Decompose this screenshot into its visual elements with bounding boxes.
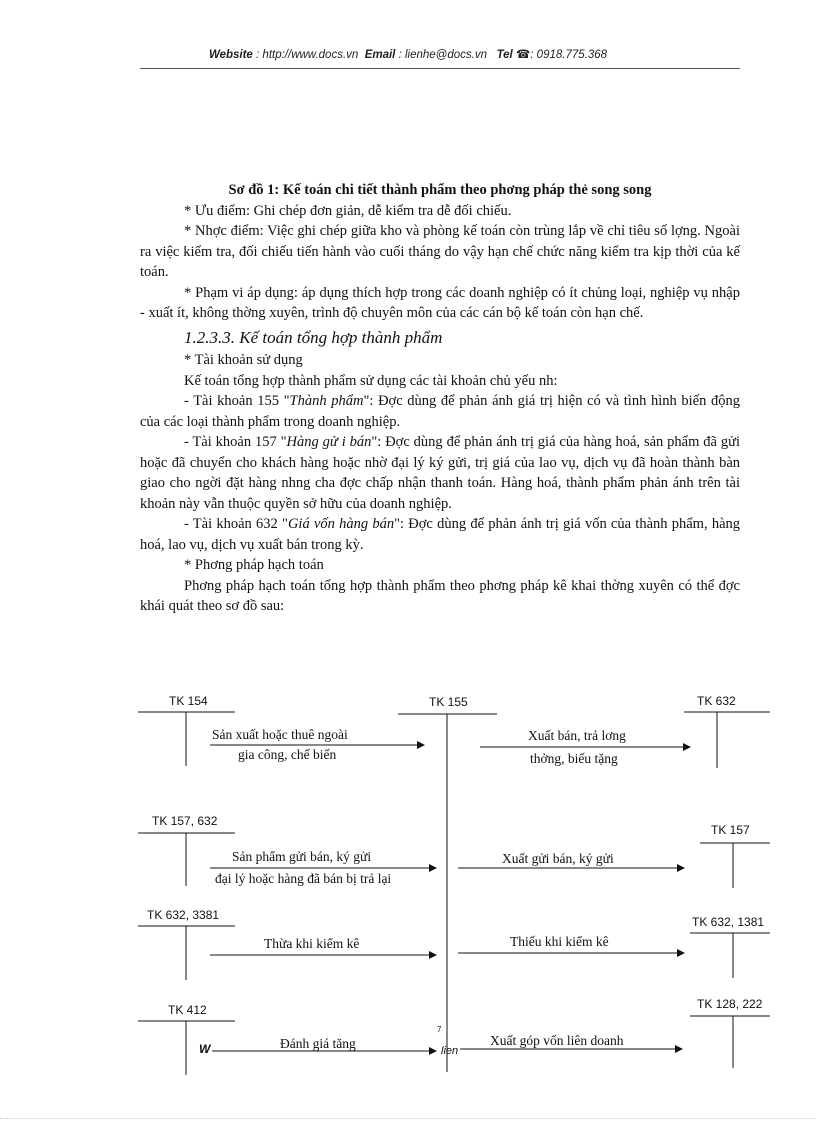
tel-value: : 0918.775.368: [530, 49, 608, 61]
flow-surplus: Thừa khi kiểm kê: [264, 936, 360, 951]
flow-revaluation: Đánh giá tăng: [280, 1036, 356, 1051]
website-value[interactable]: : http://www.docs.vn: [256, 49, 359, 61]
tk155-desc: ": Đợc dùng để phản ánh giá trị hiện có và tình hình biến động của các loại thành phẩm trong doanh nghiệp.: [140, 393, 740, 430]
label-tk155: TK 155: [429, 695, 468, 709]
flow-consign-line2: đại lý hoặc hàng đã bán bị trả lại: [215, 871, 392, 886]
paragraph-tk157: [140, 432, 740, 514]
tk155-prefix: - Tài khoản 155 ": [184, 393, 290, 409]
flow-consign-line1: Sản phẩm gửi bán, ký gửi: [232, 849, 372, 864]
paragraph-tk155: [140, 391, 740, 432]
document-body: [140, 180, 740, 617]
tk157-prefix: - Tài khoản 157 ": [184, 434, 287, 450]
label-tk632-3381: TK 632, 3381: [147, 908, 220, 922]
tk632-prefix: - Tài khoản 632 ": [184, 516, 288, 532]
footer-website-fragment: W: [199, 1042, 211, 1056]
page-header: [0, 47, 816, 61]
tk157-name: Hàng gử i bán: [286, 434, 372, 450]
header-rule: [140, 68, 740, 69]
paragraph-accounts-used: * Tài khoản sử dụng: [184, 352, 303, 368]
flow-production-line1: Sản xuất hoặc thuê ngoài: [212, 727, 348, 742]
label-tk157-632: TK 157, 632: [152, 814, 218, 828]
label-tk632: TK 632: [697, 694, 736, 708]
phone-icon: ☎: [515, 49, 531, 61]
flow-shortage: Thiếu khi kiểm kê: [510, 934, 609, 949]
flow-ship-consign: Xuất gửi bán, ký gửi: [502, 851, 614, 866]
section-heading: 1.2.3.3. Kế toán tổng hợp thành phẩm: [184, 327, 443, 347]
label-tk128-222: TK 128, 222: [697, 997, 763, 1011]
flow-sale-line1: Xuất bán, trả lơng: [528, 728, 626, 743]
label-tk632-1381: TK 632, 1381: [692, 915, 765, 929]
flow-sale-line2: thởng, biếu tặng: [530, 751, 618, 766]
paragraph-tk632: [140, 514, 740, 555]
label-tk154: TK 154: [169, 694, 208, 708]
tk632-desc: ": Đợc dùng để phản ánh trị giá vốn của thành phẩm, hàng hoá, lao vụ, dịch vụ xuất bán trong kỳ.: [140, 516, 741, 553]
paragraph-method: * Phơng pháp hạch toán: [184, 557, 324, 573]
email-value[interactable]: : lienhe@docs.vn: [398, 49, 487, 61]
footer-rule: [0, 1118, 816, 1119]
email-label: Email: [364, 49, 396, 61]
tk155-name: Thành phẩm: [289, 393, 364, 409]
label-tk412: TK 412: [168, 1003, 207, 1017]
footer-email-fragment: lien: [441, 1045, 459, 1057]
tk157-desc: ": Đợc dùng để phản ánh trị giá của hàng hoá, sản phẩm đã gửi hoặc đã chuyển cho khách hàng hoặc nhờ đại lý ký gửi, trị giá của lao vụ, dịch vụ đã hoàn thành bàn giao cho ngời đặt hàng nhng cha đợc chấp nhận thanh toán. Hàng hoá, thành phẩm phản ánh trên tài khoản này vẫn thuộc quyền sở hữu của doanh nghiệp.: [140, 434, 740, 512]
paragraph-scope: * Phạm vi áp dụng: áp dụng thích hợp trong các doanh nghiệp có ít chủng loại, nghiệp vụ nhập - xuất ít, không thờng xuyên, trình độ chuyên môn của các cán bộ kế toán còn hạn chế.: [140, 284, 740, 321]
flow-joint-venture: Xuất góp vốn liên doanh: [490, 1033, 624, 1048]
paragraph-advantage: * Ưu điểm: Ghi chép đơn giản, dễ kiểm tra dễ đối chiếu.: [184, 202, 512, 219]
label-tk157: TK 157: [711, 823, 750, 837]
diagram-title: Sơ đồ 1: Kế toán chi tiết thành phẩm theo phơng pháp thẻ song song: [228, 182, 652, 198]
website-label: Website: [208, 49, 253, 61]
paragraph-method-desc: Phơng pháp hạch toán tổng hợp thành phẩm theo phơng pháp kê khai thờng xuyên có thể đợc khái quát theo sơ đồ sau:: [140, 577, 740, 614]
flow-production-line2: gia công, chế biến: [238, 747, 337, 762]
paragraph-accounts-intro: Kế toán tổng hợp thành phẩm sử dụng các tài khoản chủ yếu nh:: [184, 372, 558, 389]
tk632-name: Giá vốn hàng bán: [287, 516, 395, 532]
page-number: 7: [437, 1025, 442, 1034]
paragraph-disadvantage: * Nhợc điểm: Việc ghi chép giữa kho và phòng kế toán còn trùng lắp về chỉ tiêu số lợng. Ngoài ra việc kiểm tra, đối chiếu tiến hành vào cuối tháng do vậy hạn chế chức năng kiểm tra kịp thời của kế toán.: [140, 223, 740, 280]
tel-label: Tel: [496, 49, 513, 61]
